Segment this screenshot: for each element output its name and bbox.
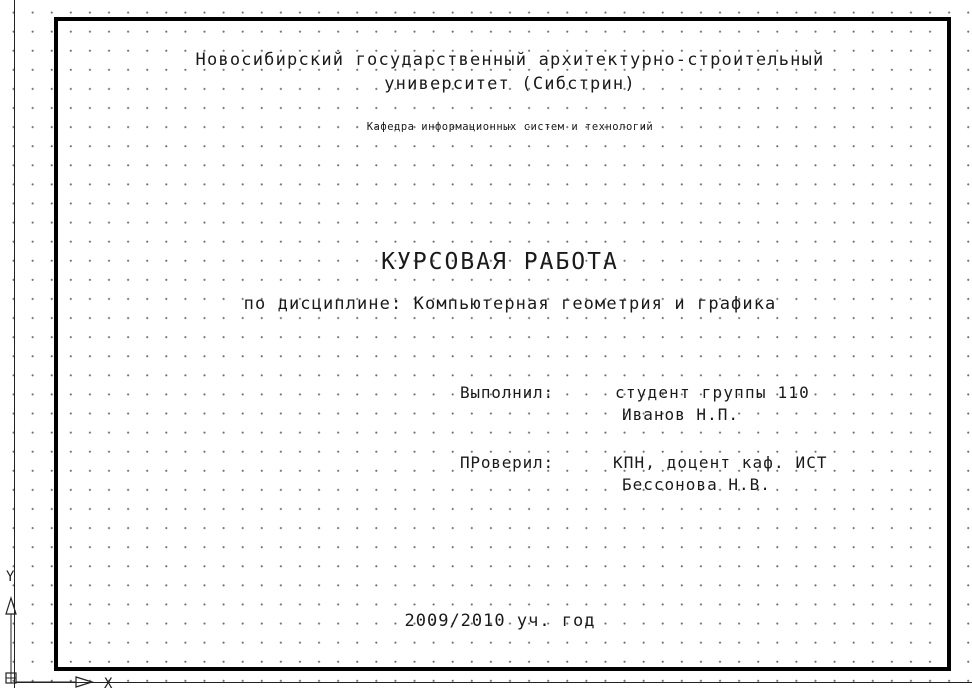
academic-year[interactable]: 2009/2010 уч. год <box>404 611 596 631</box>
work-title[interactable]: КУРСОВАЯ РАБОТА <box>381 249 619 275</box>
checked-label[interactable]: ПРоверил: <box>460 453 554 472</box>
checked-name[interactable]: Бессонова Н.В. <box>622 475 771 494</box>
sheet-border-frame[interactable] <box>54 17 951 671</box>
ucs-axis-icon <box>0 560 140 694</box>
department-name[interactable]: Кафедра информационных систем и технологий <box>366 121 654 133</box>
performed-name[interactable]: Иванов Н.П. <box>622 405 739 424</box>
subject-line[interactable]: по дисциплине: Компьютерная геометрия и графика <box>243 294 777 314</box>
university-name-line1[interactable]: Новосибирский государственный архитектурно-строительный <box>195 50 825 70</box>
checked-position[interactable]: КПН, доцент каф. ИСТ <box>613 453 828 472</box>
ucs-y-arrow <box>6 598 16 614</box>
ucs-x-arrow <box>76 677 92 687</box>
ucs-y-label: Y <box>6 569 15 585</box>
performed-group[interactable]: студент группы 110 <box>615 383 810 402</box>
university-name-line2[interactable]: университет (Сибстрин) <box>384 74 636 94</box>
ucs-x-label: X <box>104 676 113 692</box>
performed-label[interactable]: Выполнил: <box>460 383 554 402</box>
layout-limit-line-horizontal <box>14 682 972 683</box>
